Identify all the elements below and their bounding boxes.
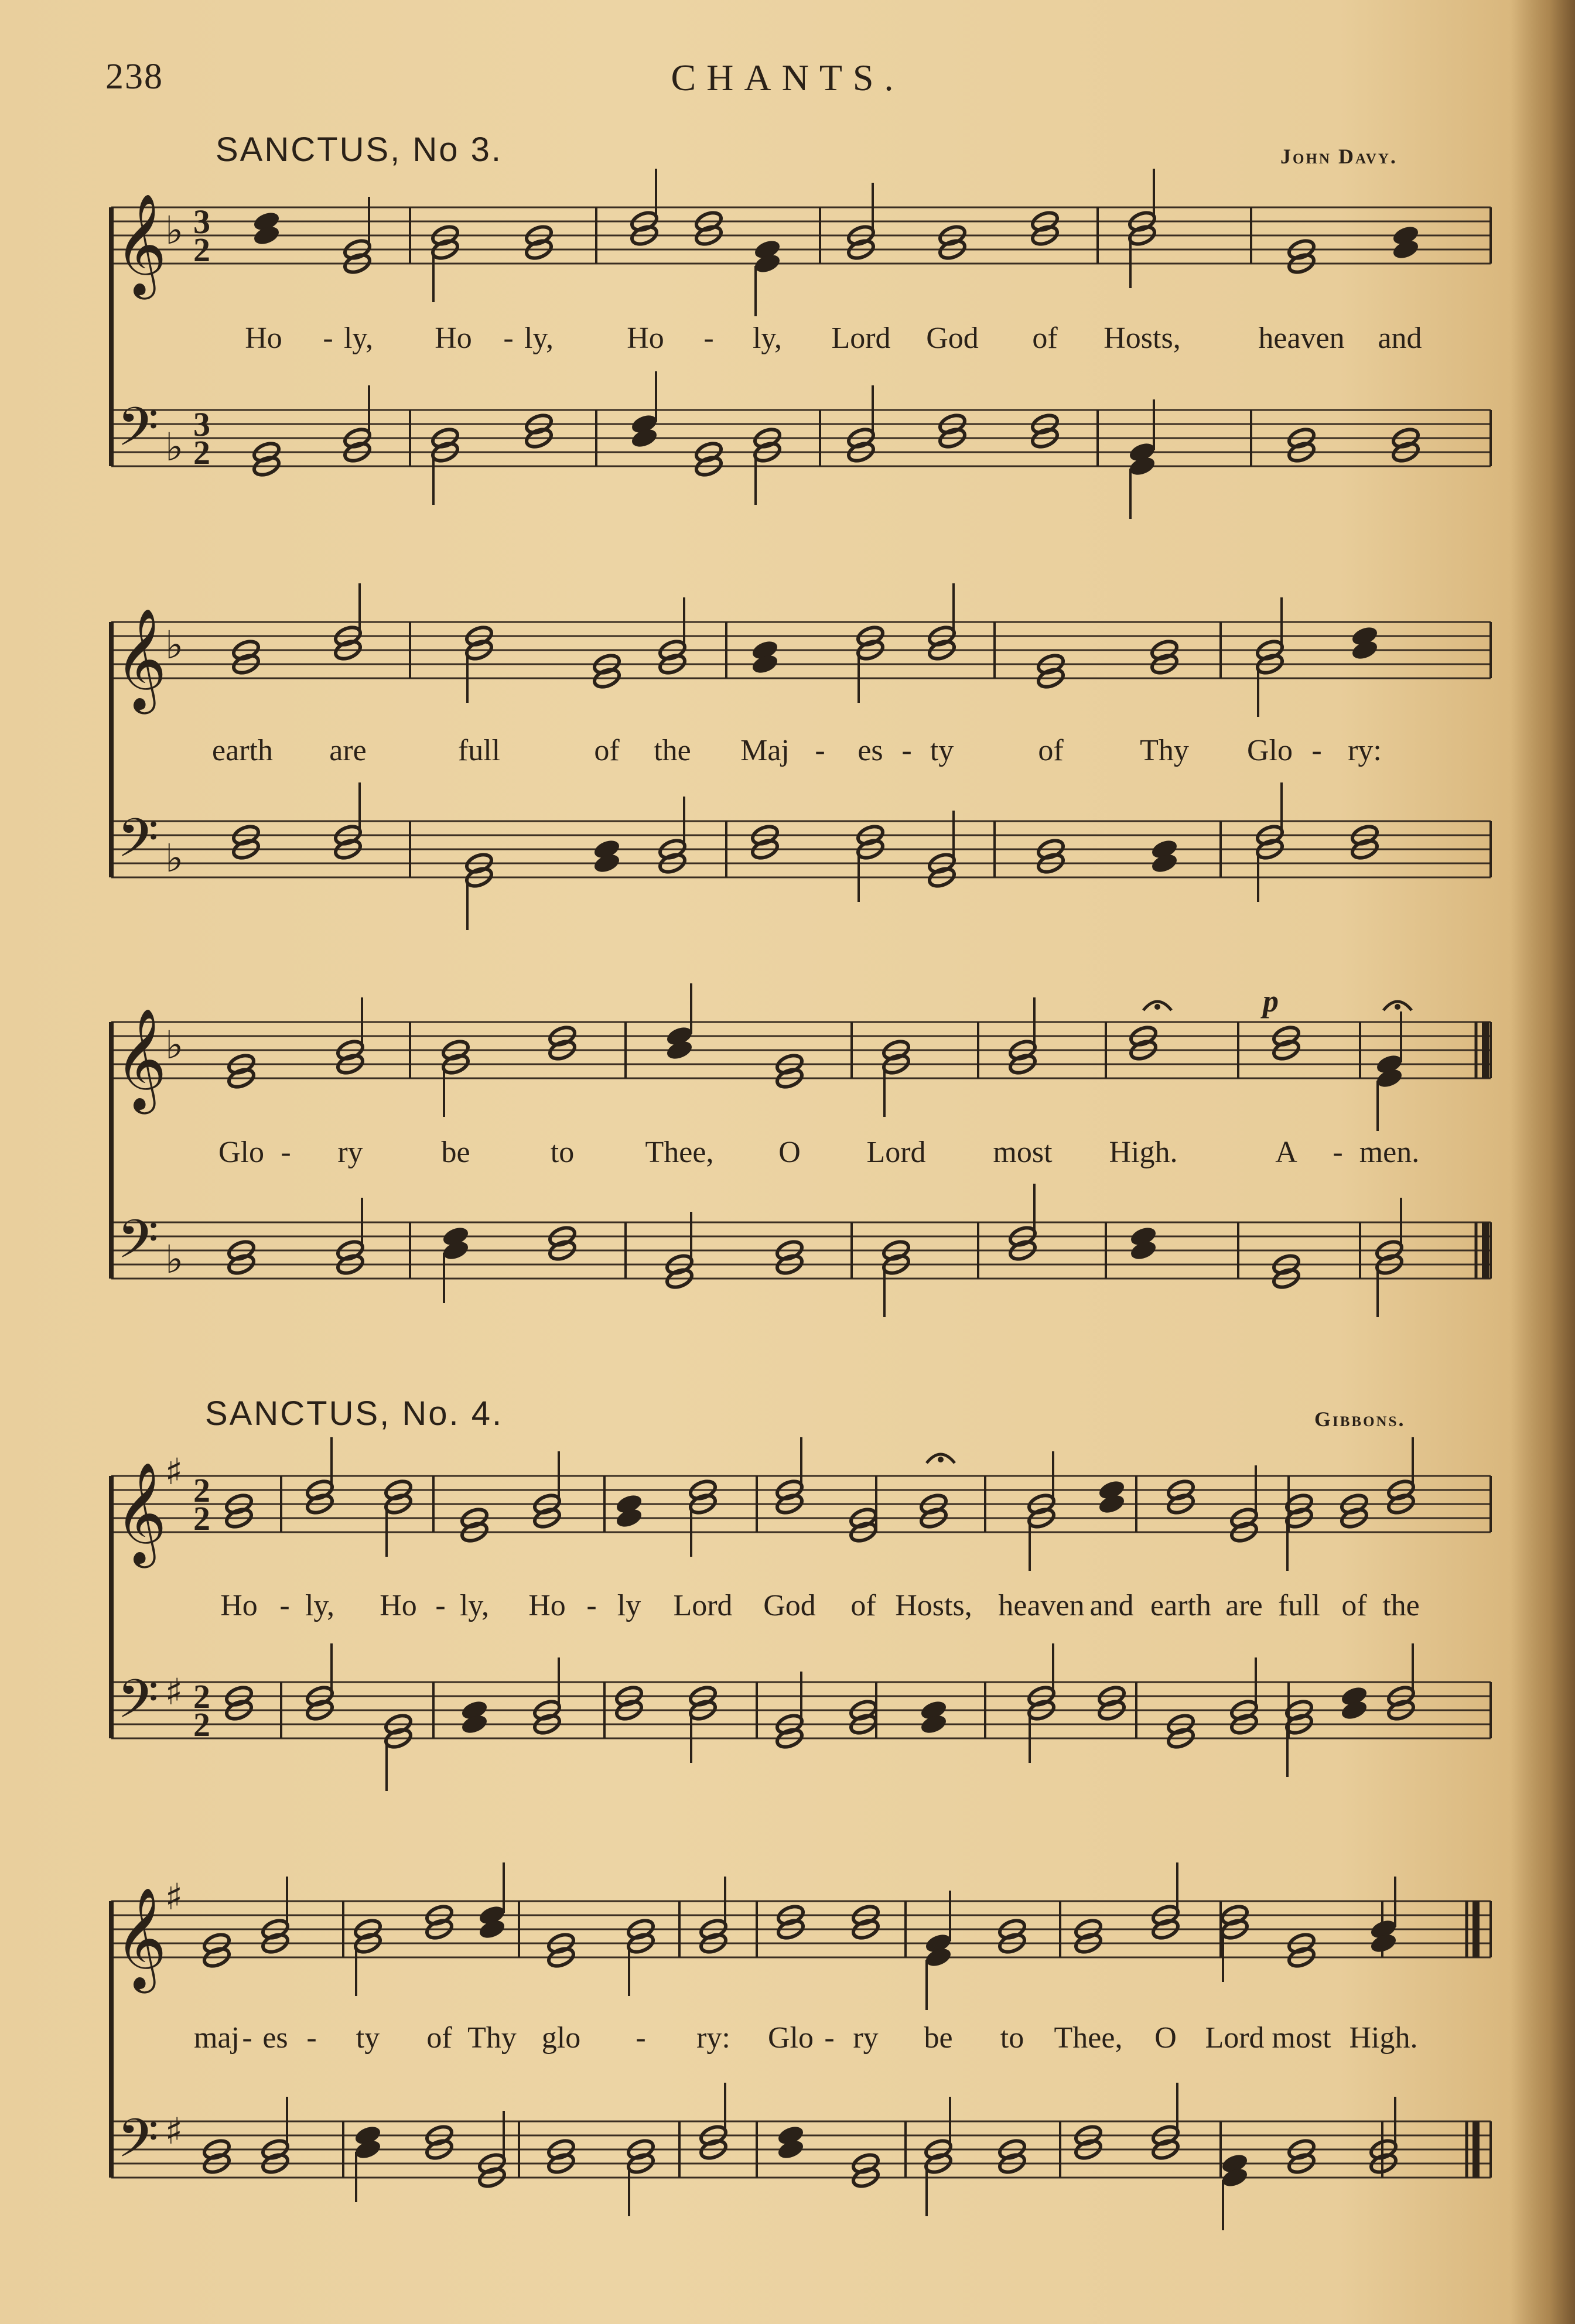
sharp-sign-icon: ♯ (165, 1670, 183, 1713)
time-signature-top: 2 (193, 1677, 210, 1715)
sharp-sign-icon: ♯ (165, 1450, 183, 1493)
lyric-syllable: ty (356, 2021, 380, 2055)
time-signature-top: 3 (193, 203, 210, 241)
lyric-syllable: - (435, 1589, 446, 1622)
lyric-syllable: heaven (998, 1589, 1085, 1622)
lyric-syllable: Glo (1247, 734, 1293, 767)
page-number: 238 (105, 57, 163, 97)
lyric-syllable: - (281, 1136, 291, 1169)
sharp-sign-icon: ♯ (165, 1875, 183, 1918)
lyric-syllable: - (242, 2021, 252, 2055)
bass-clef-icon: 𝄢 (117, 1208, 159, 1283)
lyric-syllable: Ho (245, 322, 282, 355)
lyric-syllable: Hosts, (895, 1589, 972, 1622)
lyric-syllable: be (924, 2021, 953, 2055)
flat-sign-icon: ♭ (165, 623, 184, 668)
lyric-syllable: - (824, 2021, 835, 2055)
lyric-syllable: most (993, 1136, 1053, 1169)
lyric-syllable: God (926, 322, 979, 355)
lyrics-row (0, 733, 1575, 774)
lyric-syllable: - (1311, 734, 1322, 767)
lyric-syllable: Thy (1140, 734, 1189, 767)
lyric-syllable: earth (1150, 1589, 1211, 1622)
lyric-syllable: es (857, 734, 883, 767)
lyric-syllable: Thee, (645, 1136, 714, 1169)
sharp-sign-icon: ♯ (165, 2110, 183, 2152)
lyric-syllable: of (1038, 734, 1064, 767)
lyric-syllable: be (441, 1136, 470, 1169)
piece-title-sanctus-3: SANCTUS, No 3. (216, 131, 503, 169)
flat-sign-icon: ♭ (165, 208, 184, 253)
lyric-syllable: of (1032, 322, 1058, 355)
lyric-syllable: ry (853, 2021, 879, 2055)
lyric-syllable: ry: (696, 2021, 730, 2055)
lyrics-row (0, 1588, 1575, 1629)
lyric-syllable: ly, (752, 322, 783, 355)
time-signature-bottom: 2 (193, 1499, 210, 1537)
lyric-syllable: O (778, 1136, 801, 1169)
lyric-syllable: Glo (218, 1136, 264, 1169)
staff (111, 821, 1491, 877)
lyric-syllable: men. (1359, 1136, 1420, 1169)
bass-clef-icon: 𝄢 (117, 807, 159, 882)
lyric-syllable: High. (1109, 1136, 1178, 1169)
lyric-syllable: of (594, 734, 620, 767)
lyric-syllable: of (426, 2021, 452, 2055)
lyric-syllable: are (329, 734, 367, 767)
lyric-syllable: - (901, 734, 912, 767)
lyric-syllable: of (850, 1589, 876, 1622)
lyric-syllable: ly, (459, 1589, 490, 1622)
flat-sign-icon: ♭ (165, 1023, 184, 1068)
lyric-syllable: God (763, 1589, 816, 1622)
staff (111, 207, 1491, 264)
lyric-syllable: Lord (866, 1136, 926, 1169)
lyric-syllable: es (262, 2021, 288, 2055)
lyric-syllable: the (654, 734, 691, 767)
lyric-syllable: glo (541, 2021, 581, 2055)
lyric-syllable: are (1225, 1589, 1263, 1622)
lyric-syllable: to (1000, 2021, 1024, 2055)
fermata-icon (938, 1457, 944, 1462)
lyric-syllable: most (1272, 2021, 1331, 2055)
staff (111, 622, 1491, 678)
time-signature-top: 3 (193, 405, 210, 443)
lyric-syllable: Ho (627, 322, 664, 355)
lyric-syllable: Ho (380, 1589, 417, 1622)
lyric-syllable: ly (617, 1589, 641, 1622)
treble-clef-icon: 𝄞 (115, 1462, 167, 1564)
lyric-syllable: ly, (343, 322, 374, 355)
lyric-syllable: full (457, 734, 501, 767)
treble-clef-icon: 𝄞 (115, 608, 167, 710)
flat-sign-icon: ♭ (165, 836, 184, 881)
lyric-syllable: - (703, 322, 714, 355)
flat-sign-icon: ♭ (165, 1237, 184, 1282)
lyric-syllable: Maj (740, 734, 790, 767)
lyric-syllable: - (279, 1589, 290, 1622)
lyric-syllable: - (815, 734, 825, 767)
flat-sign-icon: ♭ (165, 425, 184, 470)
lyric-syllable: ly, (524, 322, 554, 355)
dynamic-piano-marking: p (1263, 983, 1279, 1019)
bass-clef-icon: 𝄢 (117, 396, 159, 471)
lyric-syllable: Ho (435, 322, 472, 355)
lyric-syllable: of (1341, 1589, 1367, 1622)
time-signature-top: 2 (193, 1471, 210, 1509)
lyric-syllable: ly, (305, 1589, 335, 1622)
lyrics-row (0, 1135, 1575, 1176)
bass-clef-icon: 𝄢 (117, 2107, 159, 2182)
time-signature-bottom: 2 (193, 433, 210, 471)
lyric-syllable: High. (1349, 2021, 1418, 2055)
lyric-syllable: maj (194, 2021, 240, 2055)
lyric-syllable: full (1277, 1589, 1321, 1622)
lyric-syllable: heaven (1258, 322, 1345, 355)
piece-title-sanctus-4: SANCTUS, No. 4. (205, 1395, 504, 1433)
lyric-syllable: earth (212, 734, 273, 767)
lyric-syllable: Lord (673, 1589, 733, 1622)
bass-clef-icon: 𝄢 (117, 1668, 159, 1743)
composer-gibbons: Gibbons. (1314, 1407, 1406, 1431)
lyric-syllable: Ho (528, 1589, 566, 1622)
lyric-syllable: - (636, 2021, 646, 2055)
lyric-syllable: ry (337, 1136, 363, 1169)
time-signature-bottom: 2 (193, 231, 210, 269)
staff (111, 410, 1491, 466)
lyric-syllable: Lord (1205, 2021, 1265, 2055)
lyric-syllable: Lord (831, 322, 891, 355)
lyric-syllable: Ho (220, 1589, 258, 1622)
fermata-icon (1154, 1004, 1160, 1010)
time-signature-bottom: 2 (193, 1706, 210, 1744)
lyric-syllable: and (1089, 1589, 1134, 1622)
lyric-syllable: - (1333, 1136, 1343, 1169)
lyric-syllable: Thee, (1054, 2021, 1123, 2055)
treble-clef-icon: 𝄞 (115, 193, 167, 295)
lyrics-row (0, 321, 1575, 362)
lyric-syllable: - (586, 1589, 597, 1622)
treble-clef-icon: 𝄞 (115, 1008, 167, 1110)
lyric-syllable: - (306, 2021, 317, 2055)
lyric-syllable: Thy (467, 2021, 517, 2055)
lyric-syllable: ty (930, 734, 954, 767)
lyric-syllable: Hosts, (1103, 322, 1181, 355)
lyric-syllable: ry: (1348, 734, 1382, 767)
fermata-icon (1395, 1004, 1400, 1010)
treble-clef-icon: 𝄞 (115, 1887, 167, 1989)
running-head: CHANTS. (671, 57, 904, 98)
lyric-syllable: to (550, 1136, 575, 1169)
lyrics-row (0, 2021, 1575, 2062)
lyric-syllable: the (1382, 1589, 1420, 1622)
lyric-syllable: and (1378, 322, 1422, 355)
lyric-syllable: A (1275, 1136, 1297, 1169)
lyric-syllable: O (1154, 2021, 1177, 2055)
lyric-syllable: - (503, 322, 514, 355)
lyric-syllable: - (323, 322, 333, 355)
composer-john-davy: John Davy. (1280, 145, 1398, 168)
lyric-syllable: Glo (768, 2021, 814, 2055)
